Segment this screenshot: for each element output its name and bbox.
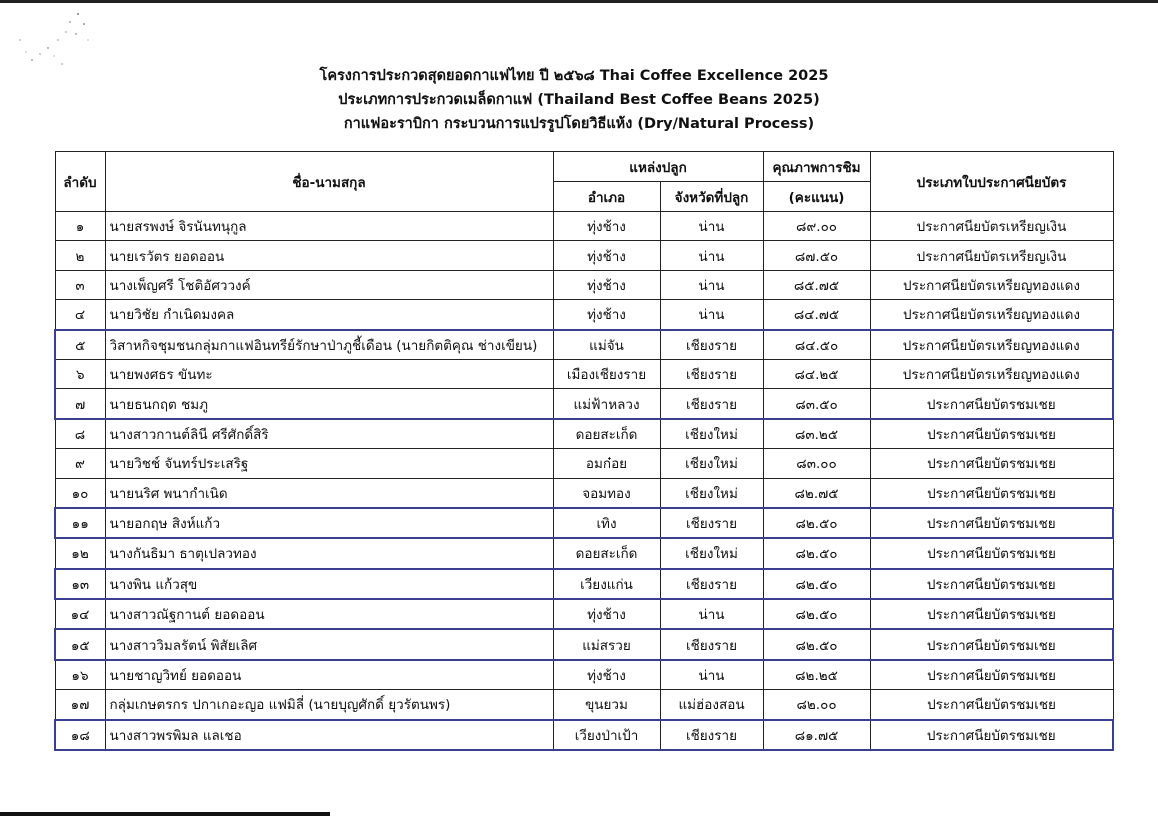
table-row	[55, 300, 1113, 330]
row-no: ๘	[55, 419, 105, 449]
table-row	[55, 330, 1113, 360]
row-name: นางสาวพรพิมล แลเชอ	[105, 720, 553, 750]
row-name: นางเพ็ญศรี โชติอัศววงค์	[105, 270, 553, 299]
row-province: เชียงราย	[660, 569, 763, 599]
row-name: นายอกฤษ สิงห์แก้ว	[105, 508, 553, 538]
row-certificate: ประกาศนียบัตรชมเชย	[870, 508, 1113, 538]
table-row	[55, 359, 1113, 388]
row-score: ๘๗.๕๐	[763, 241, 870, 270]
table-row	[55, 478, 1113, 508]
row-certificate: ประกาศนียบัตรชมเชย	[870, 538, 1113, 568]
row-certificate: ประกาศนียบัตรเหรียญทองแดง	[870, 300, 1113, 330]
row-province: น่าน	[660, 599, 763, 629]
row-district: ทุ่งช้าง	[553, 212, 660, 241]
row-province: เชียงราย	[660, 359, 763, 388]
row-district: เทิง	[553, 508, 660, 538]
row-province: เชียงราย	[660, 629, 763, 659]
header-certificate: ประเภทใบประกาศนียบัตร	[870, 152, 1113, 212]
row-name: นายธนกฤต ชมภู	[105, 389, 553, 419]
row-province: น่าน	[660, 660, 763, 690]
row-score: ๘๒.๐๐	[763, 690, 870, 720]
row-score: ๘๔.๒๕	[763, 359, 870, 388]
table-row	[55, 270, 1113, 299]
row-no: ๕	[55, 330, 105, 360]
table-row	[55, 538, 1113, 568]
header-province: จังหวัดที่ปลูก	[660, 182, 763, 212]
row-score: ๘๑.๗๕	[763, 720, 870, 750]
row-district: ทุ่งช้าง	[553, 241, 660, 270]
row-province: แม่ฮ่องสอน	[660, 690, 763, 720]
row-district: แม่ฟ้าหลวง	[553, 389, 660, 419]
row-name: นายวิชัย กำเนิดมงคล	[105, 300, 553, 330]
document-titles	[0, 66, 1158, 138]
row-district: จอมทอง	[553, 478, 660, 508]
row-district: ทุ่งช้าง	[553, 270, 660, 299]
row-district: ขุนยวม	[553, 690, 660, 720]
row-certificate: ประกาศนียบัตรชมเชย	[870, 569, 1113, 599]
header-quality-line1: คุณภาพการชิม	[763, 152, 870, 182]
row-no: ๑	[55, 212, 105, 241]
row-score: ๘๔.๗๕	[763, 300, 870, 330]
row-name: นางพิน แก้วสุข	[105, 569, 553, 599]
table-row	[55, 241, 1113, 270]
row-no: ๖	[55, 359, 105, 388]
row-score: ๘๒.๕๐	[763, 599, 870, 629]
row-certificate: ประกาศนียบัตรชมเชย	[870, 690, 1113, 720]
row-certificate: ประกาศนียบัตรชมเชย	[870, 478, 1113, 508]
row-no: ๑๑	[55, 508, 105, 538]
row-score: ๘๒.๕๐	[763, 508, 870, 538]
header-quality-line2: (คะแนน)	[763, 182, 870, 212]
row-certificate: ประกาศนียบัตรชมเชย	[870, 629, 1113, 659]
row-name: กลุ่มเกษตรกร ปกาเกอะญอ แฟมิลี่ (นายบุญศักดิ์ ยุวรัตนพร)	[105, 690, 553, 720]
results-table	[54, 151, 1114, 751]
row-name: นายวิชช์ จันทร์ประเสริฐ	[105, 449, 553, 478]
row-name: นางกันธิมา ธาตุเปลวทอง	[105, 538, 553, 568]
row-district: เวียงป่าเป้า	[553, 720, 660, 750]
row-name: นายนริศ พนากำเนิด	[105, 478, 553, 508]
row-no: ๑๘	[55, 720, 105, 750]
table-row	[55, 690, 1113, 720]
results-table-body	[55, 212, 1113, 751]
row-name: นางสาววิมลรัตน์ พิสัยเลิศ	[105, 629, 553, 659]
row-district: ทุ่งช้าง	[553, 300, 660, 330]
row-name: นายสรพงษ์ จิรนันทนุกูล	[105, 212, 553, 241]
table-row	[55, 660, 1113, 690]
row-no: ๑๐	[55, 478, 105, 508]
table-row	[55, 212, 1113, 241]
row-no: ๑๔	[55, 599, 105, 629]
row-province: เชียงใหม่	[660, 419, 763, 449]
row-score: ๘๓.๐๐	[763, 449, 870, 478]
row-no: ๗	[55, 389, 105, 419]
row-district: ทุ่งช้าง	[553, 599, 660, 629]
results-table-header	[55, 152, 1113, 212]
row-no: ๑๒	[55, 538, 105, 568]
row-province: เชียงใหม่	[660, 538, 763, 568]
row-district: เมืองเชียงราย	[553, 359, 660, 388]
row-province: เชียงใหม่	[660, 478, 763, 508]
row-name: วิสาหกิจชุมชนกลุ่มกาแฟอินทรีย์รักษาป่าภูชี้เดือน (นายกิตติคุณ ช่างเขียน)	[105, 330, 553, 360]
row-district: อมก๋อย	[553, 449, 660, 478]
row-certificate: ประกาศนียบัตรชมเชย	[870, 660, 1113, 690]
table-row	[55, 449, 1113, 478]
row-score: ๘๒.๕๐	[763, 538, 870, 568]
row-score: ๘๓.๒๕	[763, 419, 870, 449]
table-row	[55, 629, 1113, 659]
row-no: ๓	[55, 270, 105, 299]
row-province: น่าน	[660, 212, 763, 241]
row-score: ๘๒.๒๕	[763, 660, 870, 690]
table-row	[55, 569, 1113, 599]
row-district: แม่จัน	[553, 330, 660, 360]
row-province: เชียงราย	[660, 330, 763, 360]
row-district: เวียงแก่น	[553, 569, 660, 599]
row-province: เชียงราย	[660, 389, 763, 419]
row-certificate: ประกาศนียบัตรชมเชย	[870, 389, 1113, 419]
row-score: ๘๓.๕๐	[763, 389, 870, 419]
row-name: นายพงศธร ขันทะ	[105, 359, 553, 388]
row-score: ๘๕.๗๕	[763, 270, 870, 299]
title-line-1: โครงการประกวดสุดยอดกาแฟไทย ปี ๒๕๖๘ Thai Coffee Excellence 2025	[319, 68, 829, 84]
table-row	[55, 419, 1113, 449]
header-no: ลำดับ	[55, 152, 105, 212]
row-score: ๘๒.๕๐	[763, 629, 870, 659]
row-no: ๙	[55, 449, 105, 478]
row-no: ๑๗	[55, 690, 105, 720]
row-name: นางสาวกานต์ลินี ศรีศักดิ์สิริ	[105, 419, 553, 449]
table-row	[55, 599, 1113, 629]
header-name: ชื่อ-นามสกุล	[105, 152, 553, 212]
row-certificate: ประกาศนียบัตรเหรียญทองแดง	[870, 359, 1113, 388]
table-row	[55, 389, 1113, 419]
row-certificate: ประกาศนียบัตรชมเชย	[870, 449, 1113, 478]
row-certificate: ประกาศนียบัตรเหรียญเงิน	[870, 212, 1113, 241]
row-certificate: ประกาศนียบัตรชมเชย	[870, 419, 1113, 449]
row-no: ๒	[55, 241, 105, 270]
row-district: ดอยสะเก็ด	[553, 419, 660, 449]
row-score: ๘๔.๕๐	[763, 330, 870, 360]
row-score: ๘๙.๐๐	[763, 212, 870, 241]
row-district: ทุ่งช้าง	[553, 660, 660, 690]
row-district: แม่สรวย	[553, 629, 660, 659]
row-province: น่าน	[660, 241, 763, 270]
row-certificate: ประกาศนียบัตรชมเชย	[870, 599, 1113, 629]
row-name: นายเรวัตร ยอดออน	[105, 241, 553, 270]
row-district: ดอยสะเก็ด	[553, 538, 660, 568]
row-certificate: ประกาศนียบัตรชมเชย	[870, 720, 1113, 750]
row-name: นางสาวณัฐกานต์ ยอดออน	[105, 599, 553, 629]
row-no: ๔	[55, 300, 105, 330]
row-province: เชียงราย	[660, 720, 763, 750]
row-province: น่าน	[660, 300, 763, 330]
row-province: เชียงราย	[660, 508, 763, 538]
row-province: น่าน	[660, 270, 763, 299]
table-row	[55, 508, 1113, 538]
row-no: ๑๕	[55, 629, 105, 659]
row-score: ๘๒.๗๕	[763, 478, 870, 508]
header-district: อำเภอ	[553, 182, 660, 212]
row-province: เชียงใหม่	[660, 449, 763, 478]
title-line-3: กาแฟอะราบิกา กระบวนการแปรรูปโดยวิธีแห้ง (Dry/Natural Process)	[343, 116, 815, 132]
table-row	[55, 720, 1113, 750]
row-certificate: ประกาศนียบัตรเหรียญทองแดง	[870, 330, 1113, 360]
row-no: ๑๓	[55, 569, 105, 599]
top-rule	[0, 0, 1158, 3]
header-origin: แหล่งปลูก	[553, 152, 763, 182]
row-certificate: ประกาศนียบัตรเหรียญทองแดง	[870, 270, 1113, 299]
bottom-rule	[0, 812, 330, 816]
row-certificate: ประกาศนียบัตรเหรียญเงิน	[870, 241, 1113, 270]
row-name: นายชาญวิทย์ ยอดออน	[105, 660, 553, 690]
row-no: ๑๖	[55, 660, 105, 690]
title-line-2: ประเภทการประกวดเมล็ดกาแฟ (Thailand Best Coffee Beans 2025)	[338, 92, 820, 108]
row-score: ๘๒.๕๐	[763, 569, 870, 599]
